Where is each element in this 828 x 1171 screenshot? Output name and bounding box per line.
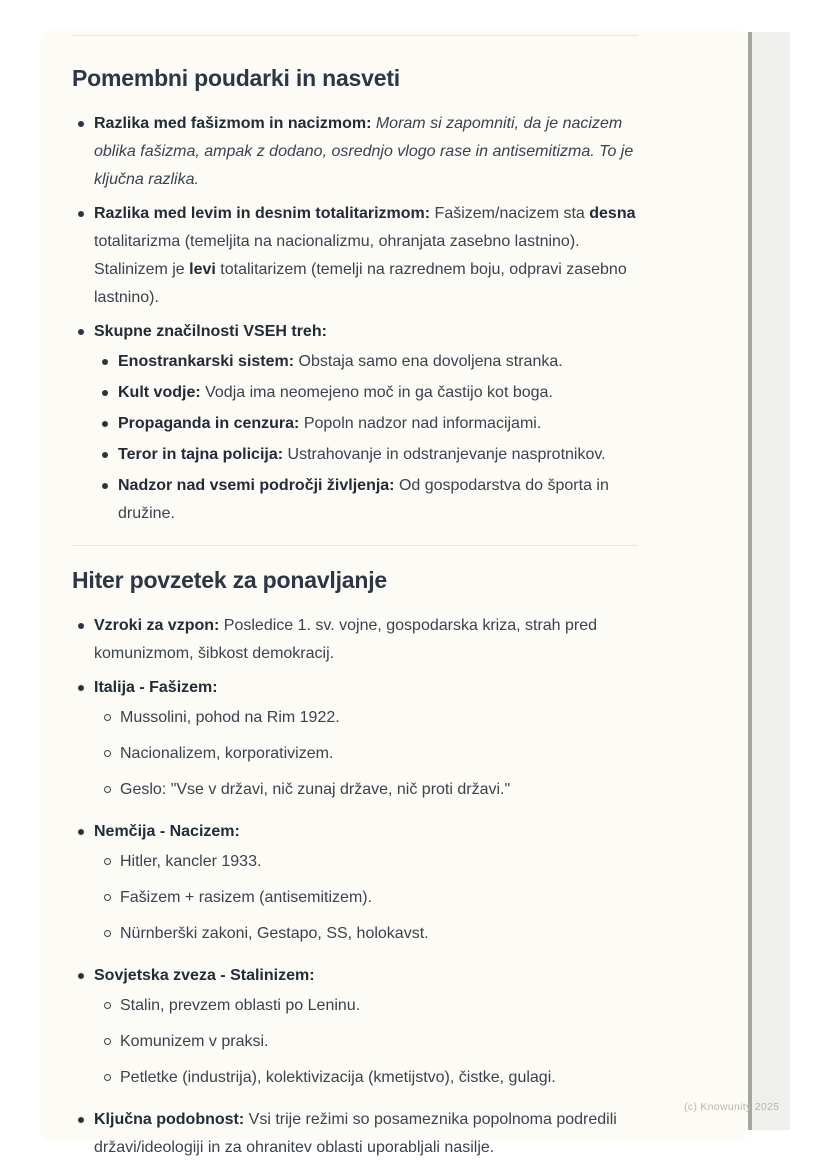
bullet-icon	[78, 829, 84, 835]
sub-list-item	[96, 348, 638, 376]
sub-list	[96, 348, 638, 531]
list-item	[72, 962, 638, 1100]
circle-bullet-icon	[104, 750, 111, 757]
list-item	[72, 200, 638, 312]
item-text: Vodja ima neomejeno moč in ga častijo kot boga.	[200, 384, 553, 401]
list-item-text	[94, 612, 638, 668]
list-item	[72, 110, 638, 194]
sub-list-item	[98, 848, 638, 876]
section-heading-1: Pomembni poudarki in nasveti	[72, 65, 400, 91]
scrollbar[interactable]	[748, 32, 790, 1130]
item-label: Nadzor nad vsemi področji življenja:	[118, 477, 395, 494]
sub-item-text: Hitler, kancler 1933.	[120, 853, 262, 870]
sub-list-item	[98, 1028, 638, 1056]
bullet-icon	[78, 211, 84, 217]
item-text: totalitarizem (temelji na razrednem boju, odpravi zasebno lastnino).	[94, 261, 627, 306]
circle-bullet-icon	[104, 714, 111, 721]
bullet-icon	[78, 329, 84, 335]
sub-list-item	[98, 776, 638, 804]
item-emphasis: levi	[189, 261, 216, 278]
sub-item-text	[118, 410, 541, 438]
item-label: Kult vodje:	[118, 384, 201, 401]
watermark: (c) Knowunity 2025	[684, 1101, 780, 1113]
section-1-list	[72, 110, 638, 531]
circle-bullet-icon	[104, 1002, 111, 1009]
list-item	[72, 674, 638, 812]
sub-item-text: Petletke (industrija), kolektivizacija (kmetijstvo), čistke, gulagi.	[120, 1069, 556, 1086]
item-label: Sovjetska zveza - Stalinizem:	[94, 967, 315, 984]
section-2-list	[72, 612, 638, 1162]
circle-bullet-icon	[104, 894, 111, 901]
bullet-icon	[78, 623, 84, 629]
notes-card	[40, 31, 748, 1156]
item-text: Vsi trije režimi so posameznika popolnoma podredili državi/ideologiji in za ohranitev oblasti uporabljali nasilje.	[94, 1111, 617, 1156]
item-label: Enostrankarski sistem:	[118, 353, 295, 370]
sub-list-item	[96, 472, 638, 528]
list-item	[72, 318, 638, 531]
section-divider	[72, 545, 638, 546]
item-text: Popoln nadzor nad informacijami.	[299, 415, 542, 432]
list-item-text	[94, 674, 218, 702]
item-label: Vzroki za vzpon:	[94, 617, 220, 634]
bullet-icon	[102, 390, 108, 396]
item-text: Fašizem/nacizem sta	[430, 205, 590, 222]
item-text: Obstaja samo ena dovoljena stranka.	[294, 353, 563, 370]
bullet-icon	[102, 483, 108, 489]
item-label: Razlika med fašizmom in nacizmom:	[94, 115, 372, 132]
sub-item-text: Mussolini, pohod na Rim 1922.	[120, 709, 340, 726]
item-note: Moram si zapomniti, da je nacizem oblika fašizma, ampak z dodano, osrednjo vlogo rase in antisemitizma. To je ključna razlika.	[94, 115, 634, 188]
item-label: Propaganda in cenzura:	[118, 415, 300, 432]
sub-list-item	[98, 992, 638, 1020]
sub-list-item	[98, 1064, 638, 1092]
bullet-icon	[78, 121, 84, 127]
sub-list-item	[96, 410, 638, 438]
sub-item-text	[118, 379, 553, 407]
list-item-text	[94, 318, 327, 346]
sub-list-item	[96, 379, 638, 407]
bullet-icon	[78, 1117, 84, 1123]
sub-list-item	[98, 884, 638, 912]
sub-list-item	[96, 441, 638, 469]
item-text: Posledice 1. sv. vojne, gospodarska kriza, strah pred komunizmom, šibkost demokracij.	[94, 617, 598, 662]
item-label: Nemčija - Nacizem:	[94, 823, 240, 840]
sub-item-text: Komunizem v praksi.	[120, 1033, 269, 1050]
circle-bullet-icon	[104, 1074, 111, 1081]
sub-item-text: Nacionalizem, korporativizem.	[120, 745, 334, 762]
circle-bullet-icon	[104, 930, 111, 937]
sub-list	[98, 848, 638, 956]
sub-list	[98, 992, 638, 1100]
bullet-icon	[102, 421, 108, 427]
bullet-icon	[78, 685, 84, 691]
sub-item-text: Geslo: "Vse v državi, nič zunaj države, nič proti državi."	[120, 781, 511, 798]
bullet-icon	[78, 973, 84, 979]
sub-item-text: Fašizem + rasizem (antisemitizem).	[120, 889, 373, 906]
list-item	[72, 818, 638, 956]
item-label: Teror in tajna policija:	[118, 446, 284, 463]
list-item-text	[94, 200, 638, 312]
item-label: Ključna podobnost:	[94, 1111, 245, 1128]
bullet-icon	[102, 452, 108, 458]
sub-item-text	[118, 472, 638, 528]
sub-item-text: Stalin, prevzem oblasti po Leninu.	[120, 997, 361, 1014]
list-item	[72, 612, 638, 668]
sub-list-item	[98, 704, 638, 732]
sub-item-text	[118, 348, 563, 376]
notes-content	[72, 35, 638, 1168]
sub-list	[98, 704, 638, 812]
section-heading-2: Hiter povzetek za ponavljanje	[72, 567, 388, 593]
sub-item-text	[118, 441, 606, 469]
sub-list-item	[98, 920, 638, 948]
item-text: Ustrahovanje in odstranjevanje nasprotnikov.	[283, 446, 606, 463]
list-item-text	[94, 962, 315, 990]
item-label: Razlika med levim in desnim totalitarizmom:	[94, 205, 431, 222]
list-item-text	[94, 818, 240, 846]
circle-bullet-icon	[104, 858, 111, 865]
circle-bullet-icon	[104, 786, 111, 793]
sub-item-text: Nürnberški zakoni, Gestapo, SS, holokavst.	[120, 925, 429, 942]
sub-list-item	[98, 740, 638, 768]
bullet-icon	[102, 359, 108, 365]
list-item-text	[94, 110, 638, 194]
list-item-text	[94, 1106, 638, 1162]
item-label: Italija - Fašizem:	[94, 679, 218, 696]
list-item	[72, 1106, 638, 1162]
item-text: Od gospodarstva do športa in družine.	[118, 477, 609, 522]
item-text: totalitarizma (temeljita na nacionalizmu, ohranjata zasebno lastnino). Stalinizem je	[94, 233, 580, 278]
item-emphasis: desna	[589, 205, 636, 222]
item-label: Skupne značilnosti VSEH treh:	[94, 323, 327, 340]
circle-bullet-icon	[104, 1038, 111, 1045]
